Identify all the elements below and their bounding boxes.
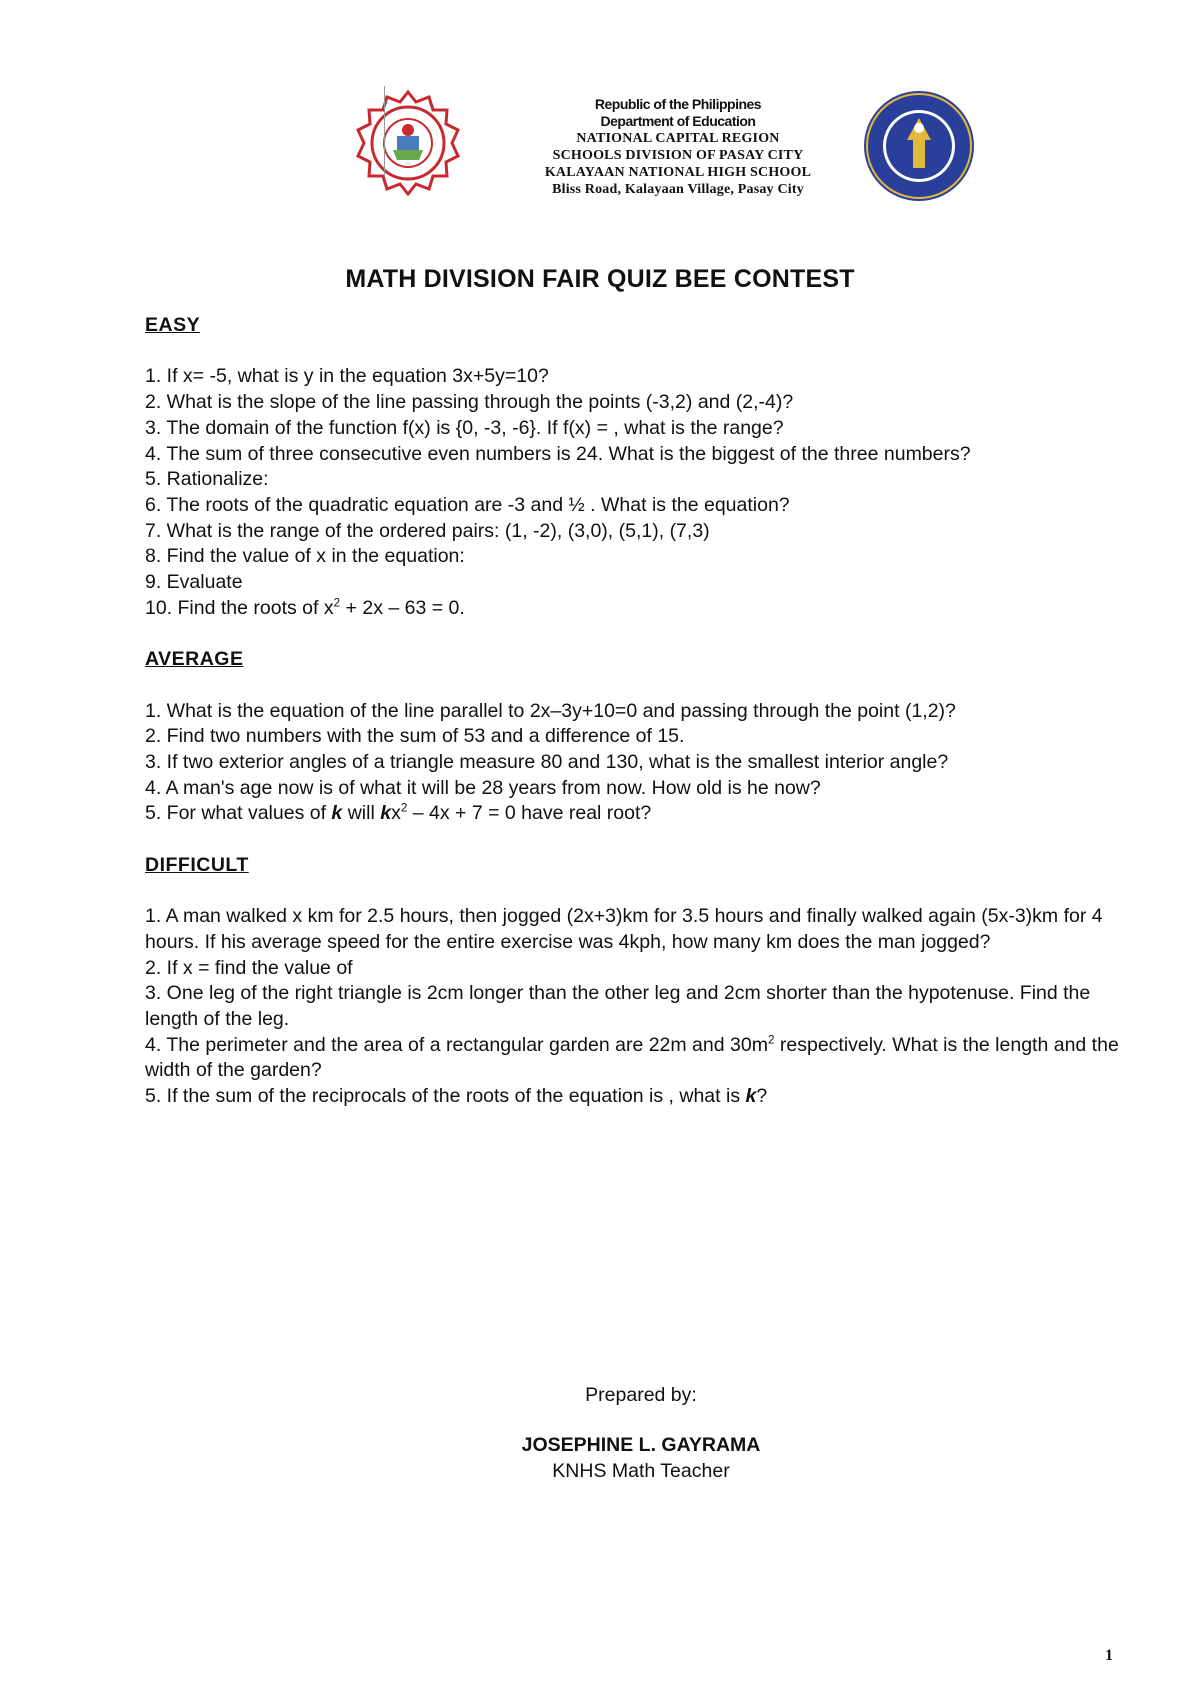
difficult-question-list <box>145 904 1135 1110</box>
divider <box>384 86 385 176</box>
easy-question: 2. What is the slope of the line passing through the points (-3,2) and (2,-4)? <box>145 391 794 414</box>
republic-line: Republic of the Philippines <box>594 96 762 112</box>
region-line: NATIONAL CAPITAL REGION <box>576 131 780 146</box>
easy-question: 1. If x= -5, what is y in the equation 3x+5y=10? <box>145 365 549 388</box>
easy-question: 3. The domain of the function f(x) is {0, -3, -6}. If f(x) = , what is the range? <box>145 416 784 439</box>
section-heading-easy: EASY <box>145 314 201 336</box>
address-line: Bliss Road, Kalayaan Village, Pasay City <box>552 182 804 197</box>
division-line: SCHOOLS DIVISION OF PASAY CITY <box>552 148 804 163</box>
easy-question: 10. Find the roots of $x^2 + 2x - 63 = 0$. <box>145 596 465 619</box>
easy-question: 8. Find the value of x in the equation: <box>145 545 465 568</box>
easy-question: 9. Evaluate <box>145 571 243 594</box>
department-line: Department of Education <box>600 113 756 129</box>
quiz-content <box>145 313 1135 1110</box>
section-heading-average: AVERAGE <box>145 648 244 671</box>
school-seal-logo <box>353 88 463 198</box>
average-question: 3. If two exterior angles of a triangle measure 80 and 130, what is the smallest interior angle? <box>145 750 949 773</box>
difficult-question: 1. A man walked x km for 2.5 hours, then jogged (2x+3)km for 3.5 hours and finally walked again (5x-3)km for 4 hours. If his average speed for the entire exercise was 4kph, how many km does the man jogged? <box>145 905 1103 953</box>
difficult-question: 2. If x = find the value of <box>145 956 353 979</box>
preparer-name: JOSEPHINE L. GAYRAMA <box>521 1434 761 1456</box>
easy-question-list <box>145 364 1135 621</box>
preparer-role: KNHS Math Teacher <box>552 1460 730 1482</box>
prepared-by-label: Prepared by: <box>585 1384 697 1406</box>
difficult-question: 4. The perimeter and the area of a rectangular garden are 22m and $30m^2$ respectively. What is the length and the width of the garden? <box>145 1033 1119 1082</box>
average-question: 1. What is the equation of the line parallel to 2x–3y+10=0 and passing through the point (1,2)? <box>145 699 956 722</box>
average-question: 5. For what values of k will $kx^2 - 4x + 7 = 0$ have real root? <box>145 801 652 825</box>
easy-question: 7. What is the range of the ordered pairs: (1, -2), (3,0), (5,1), (7,3) <box>145 519 710 542</box>
average-question-list <box>145 699 1135 828</box>
difficult-question: 3. One leg of the right triangle is 2cm longer than the other leg and 2cm shorter than the hypotenuse. Find the length of the leg. <box>145 982 1091 1030</box>
deped-seal-logo <box>861 88 977 204</box>
easy-question: 4. The sum of three consecutive even numbers is 24. What is the biggest of the three numbers? <box>145 442 971 465</box>
letterhead-text <box>513 96 843 198</box>
average-question: 2. Find two numbers with the sum of 53 and a difference of 15. <box>145 725 685 748</box>
easy-question: 5. Rationalize: <box>145 468 269 491</box>
section-heading-difficult: DIFFICULT <box>145 853 249 876</box>
page-number: 1 <box>1105 1647 1113 1664</box>
easy-question: 6. The roots of the quadratic equation are -3 and ½ . What is the equation? <box>145 493 790 516</box>
prepared-by-block <box>0 1382 1200 1484</box>
page-title: MATH DIVISION FAIR QUIZ BEE CONTEST <box>345 265 855 293</box>
letterhead <box>283 78 979 216</box>
difficult-question: 5. If the sum of the reciprocals of the roots of the equation is , what is k? <box>145 1085 768 1108</box>
school-line: KALAYAAN NATIONAL HIGH SCHOOL <box>544 165 812 180</box>
average-question: 4. A man's age now is of what it will be 28 years from now. How old is he now? <box>145 776 821 799</box>
